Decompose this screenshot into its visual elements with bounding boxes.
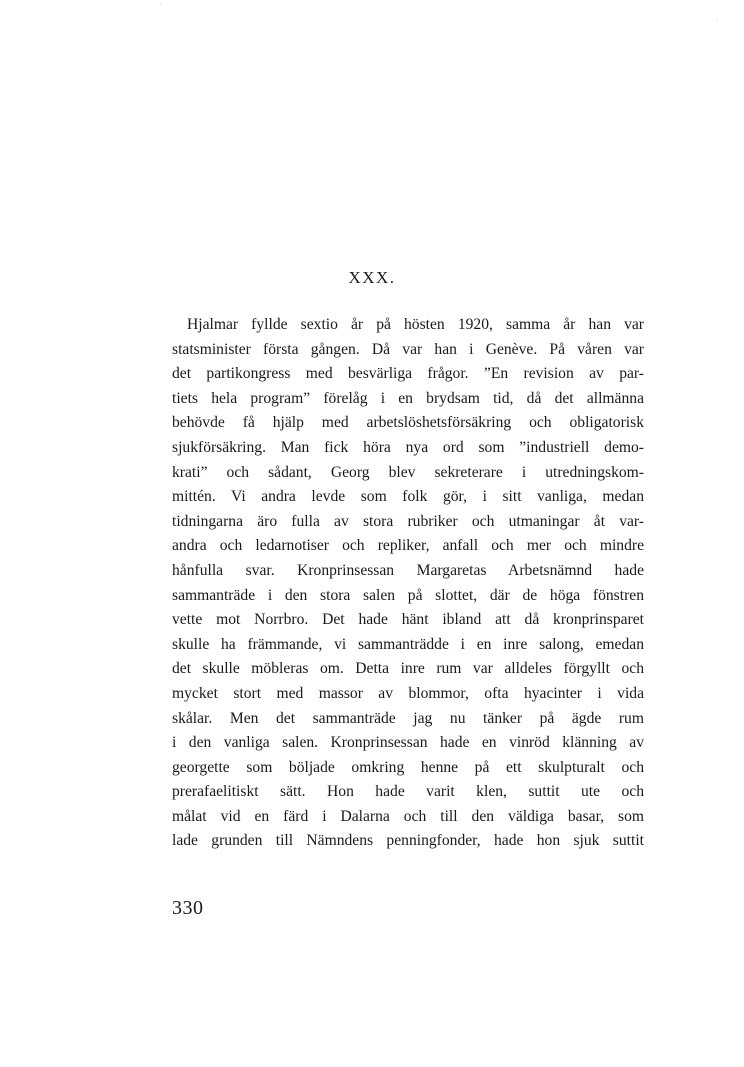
text-line: det skulle möbleras om. Detta inre rum var alldeles förgyllt och [172,660,644,678]
text-line: i den vanliga salen. Kronprinsessan hade en vinröd klänning av [172,734,644,752]
chapter-heading: XXX. [348,268,396,287]
scan-speck [717,20,718,21]
text-line: skålar. Men det sammanträde jag nu tänker på ägde rum [172,709,644,727]
text-line: prerafaelitiskt sätt. Hon hade varit klen, suttit ute och [172,783,644,801]
text-line: målat vid en färd i Dalarna och till den väldiga basar, som [172,807,644,825]
text-line: mittén. Vi andra levde som folk gör, i sitt vanliga, medan [172,488,644,506]
text-line: andra och ledarnotiser och repliker, anfall och mer och mindre [172,537,644,555]
text-line: det partikongress med besvärliga frågor. ”En revision av par- [172,365,644,383]
text-line: tiets hela program” förelåg i en brydsam tid, då det allmänna [172,389,644,407]
text-line: lade grunden till Nämndens penningfonder, hade hon sjuk suttit [172,832,644,850]
text-line: vette mot Norrbro. Det hade hänt ibland att då kronprinsparet [172,611,644,629]
text-line: hånfulla svar. Kronprinsessan Margaretas Arbetsnämnd hade [172,561,644,579]
text-line: krati” och sådant, Georg blev sekreterare i utredningskom- [172,463,644,481]
text-line: skulle ha främmande, vi sammanträdde i en inre salong, emedan [172,635,644,653]
text-line: sammanträde i den stora salen på slottet, där de höga fönstren [172,586,644,604]
text-line: tidningarna äro fulla av stora rubriker och utmaningar åt var- [172,512,644,530]
text-line: georgette som böljade omkring henne på ett skulpturalt och [172,758,644,776]
text-line: behövde få hjälp med arbetslöshetsförsäkring och obligatorisk [172,414,644,432]
page-number: 330 [172,897,204,919]
body-paragraph [172,313,644,854]
text-line: mycket stort med massor av blommor, ofta hyacinter i vida [172,684,644,702]
text-line: sjukförsäkring. Man fick höra nya ord som ”industriell demo- [172,438,644,456]
text-line: Hjalmar fyllde sextio år på hösten 1920, samma år han var [187,316,644,333]
text-line: statsminister första gången. Då var han i Genève. På våren var [172,340,644,358]
scan-speck [160,4,161,5]
